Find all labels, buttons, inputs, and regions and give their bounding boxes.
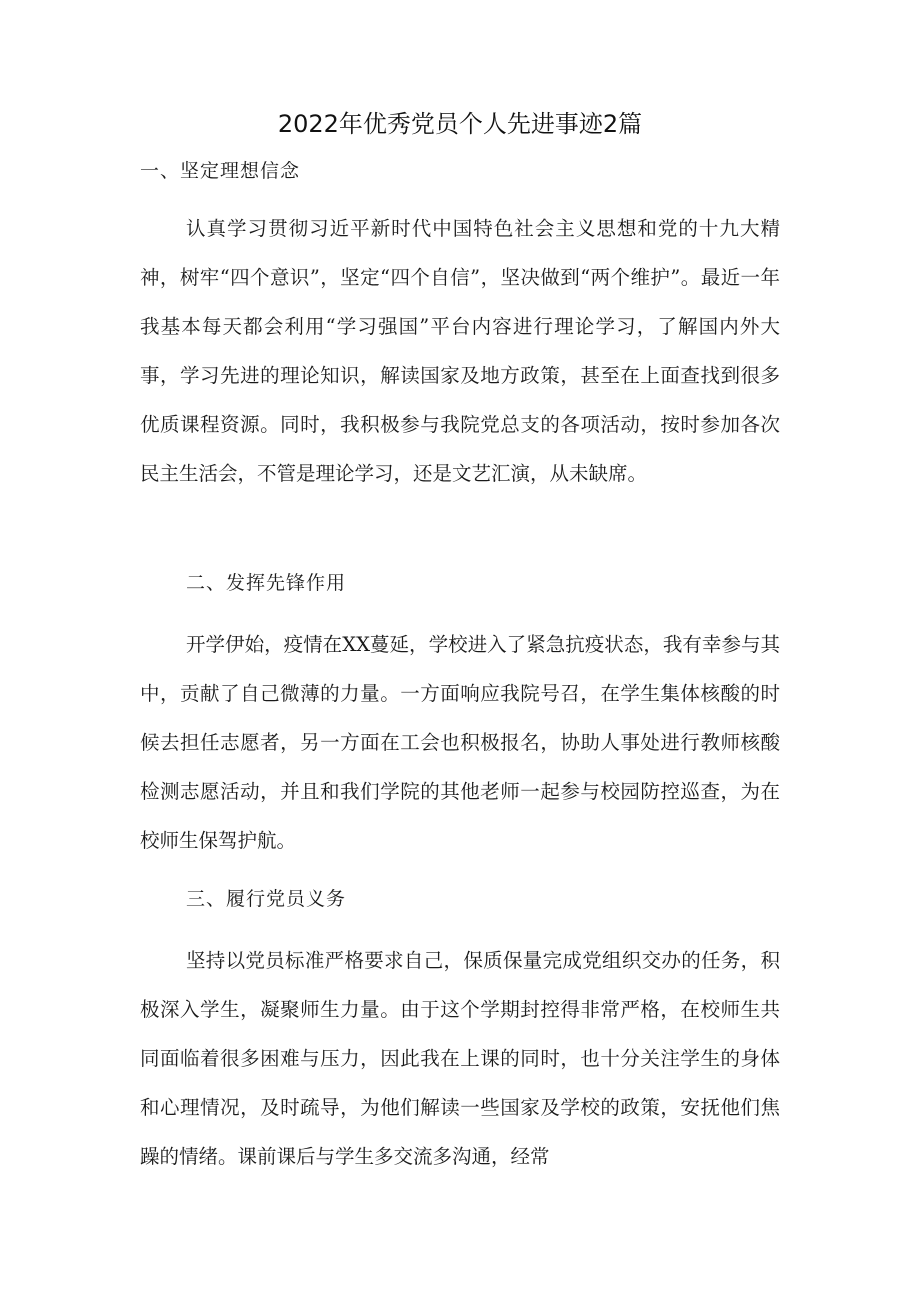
section-paragraph-3: 坚持以党员标准严格要求自己，保质保量完成党组织交办的任务，积极深入学生，凝聚师生力量。由于这个学期封控得非常严格，在校师生共同面临着很多困难与压力，因此我在上课的同时，也十分关注学生的身体和心理情况，及时疏导，为他们解读一些国家及学校的政策，安抚他们焦躁的情绪。课前课后与学生多交流多沟通，经常 <box>140 949 780 1168</box>
section-heading-3: 三、履行党员义务 <box>186 888 347 910</box>
section-heading-2: 二、发挥先锋作用 <box>186 572 347 594</box>
section-heading-1: 一、坚定理想信念 <box>140 160 301 182</box>
document-title: 2022年优秀党员个人先进事迹2篇 <box>277 110 643 138</box>
section-paragraph-1: 认真学习贯彻习近平新时代中国特色社会主义思想和党的十九大精神，树牢“四个意识”，坚定“四个自信”，坚决做到“两个维护”。最近一年我基本每天都会利用“学习强国”平台内容进行理论学习，了解国内外大事，学习先进的理论知识，解读国家及地方政策，甚至在上面查找到很多优质课程资源。同时，我积极参与我院党总支的各项活动，按时参加各次民主生活会，不管是理论学习，还是文艺汇演，从未缺席。 <box>140 217 780 485</box>
section-paragraph-2: 开学伊始，疫情在XX蔓延，学校进入了紧急抗疫状态，我有幸参与其中，贡献了自己微薄的力量。一方面响应我院号召，在学生集体核酸的时候去担任志愿者，另一方面在工会也积极报名，协助人事处进行教师核酸检测志愿活动，并且和我们学院的其他老师一起参与校园防控巡查，为在校师生保驾护航。 <box>140 633 780 852</box>
